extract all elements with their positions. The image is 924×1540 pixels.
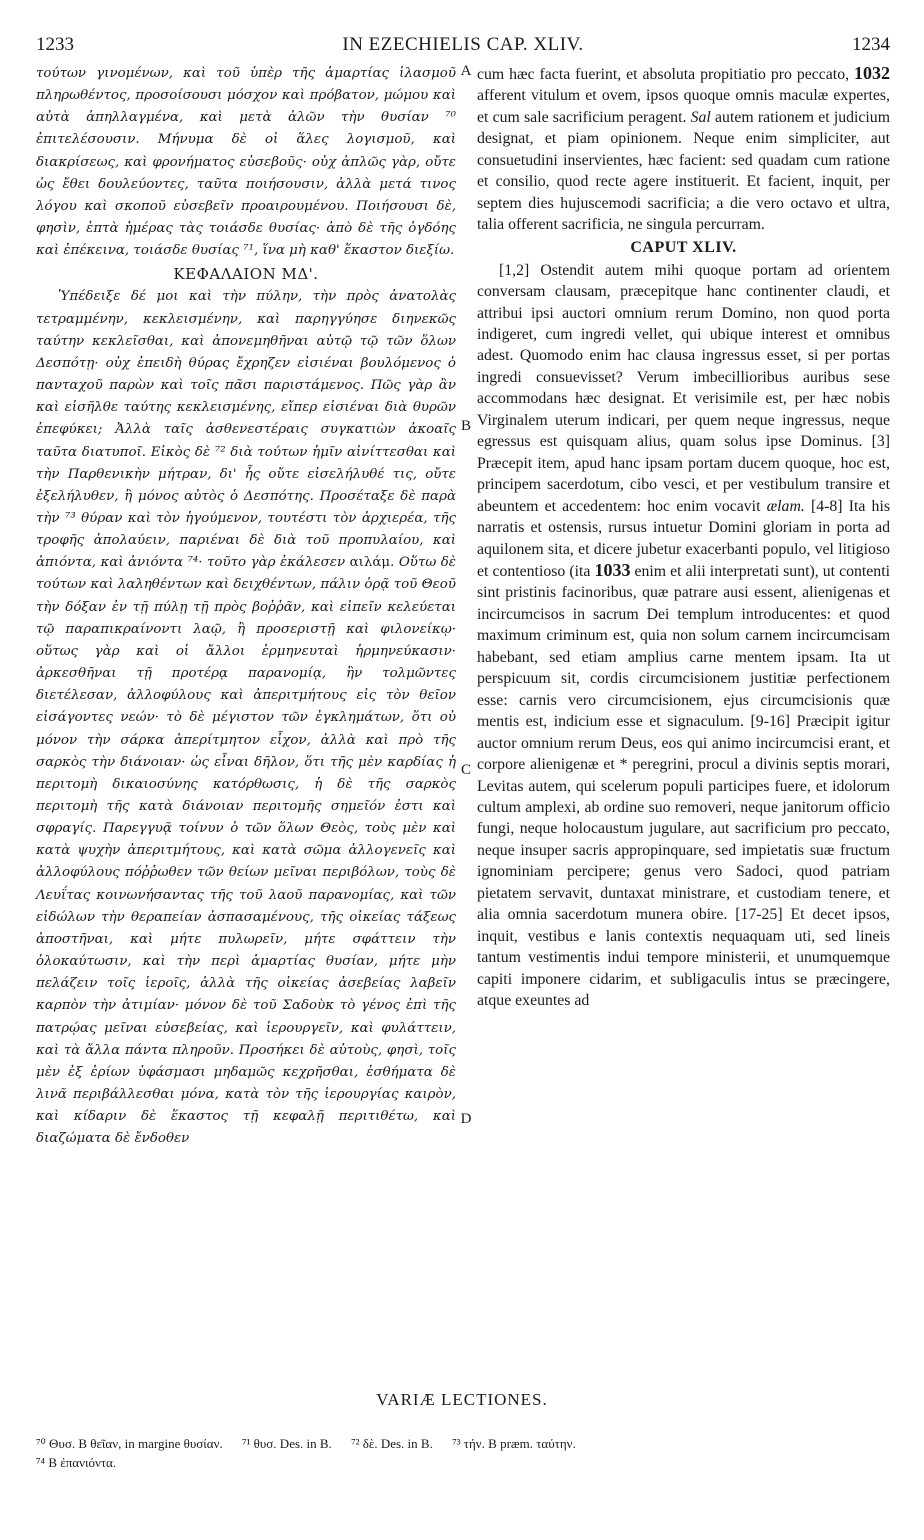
variant-readings xyxy=(36,1434,890,1472)
latin-paragraph-2-part-c: enim et alii interpretati sunt), ut contenti sint pristinis facinoribus, quæ patrare ausi essent, alienigenas et incircumcisos in sacrum Dei templum introducentes: et quod maximum criminum est, quia non solum carnem incircumcisam habebant, sed etiam amplius carne mentem ipsam. Ita ut perspicuum sit, cordis circumcisionem justitiæ perfectionem esse: carnis vero circumcisionem, ejus circumcisionis quæ mentis est, indicium esse et signaculum. [9-16] Præcipit igitur auctor omnium rerum Deus, eos qui animo incircumcisi erant, et corpore alienigenæ et * peregrini, procul a divinis septis morari, Levitas autem, qui scelerum populi participes fuere, et idolorum cultum amplexi, ab ordine suo removeri, neque janitorum officio fungi, neque holocaustum jugulare, aut sacrificium pro peccato, neque insuper sacris appropinquare, sed impietatis suæ fructum ignominiam percipere; genus vero Sadoci, quod patriam pietatem servavit, duntaxat ministrare, et custodiam tenere, et alia omnia sacerdotum munera obire. [17-25] Et decet ipsos, inquit, vestibus e lanis contextis nequaquam uti, sed lineis tantum vestimentis indui tempore ministerii, et unumquemque capiti imponere cidarim, et subligaculis intus se præcingere, atque exeuntes ad xyxy=(477,562,890,1010)
column-number-1032: 1032 xyxy=(854,63,890,83)
running-title: IN EZECHIELIS CAP. XLIV. xyxy=(342,34,584,55)
greek-paragraph-2 xyxy=(36,286,456,1150)
variant-note: ⁷⁴ B ἐπανιόντα. xyxy=(36,1455,117,1470)
page-number-right: 1234 xyxy=(852,34,890,55)
latin-term-sal: Sal xyxy=(690,108,711,126)
variae-lectiones-heading: VARIÆ LECTIONES. xyxy=(376,1390,548,1409)
variant-note: ⁷¹ θυσ. Des. in B. xyxy=(241,1436,332,1451)
latin-paragraph-1-part-a: cum hæc facta fuerint, et absoluta propitiatio pro peccato, xyxy=(477,66,854,83)
latin-paragraph-1-part-c: autem rationem et judicium designat, et piam opinionem. Neque enim simpliciter, aut consuetudini inservientes, hæc facient: sed quadam cum ratione et consilio, quod recte agere instituerit. Et facient, inquit, per septem dies hujuscemodi sacrificia; a die vero octavo et ultra, talia offerent sacrificia, ne singula percurram. xyxy=(477,108,890,234)
latin-chapter-heading: CAPUT XLIV. xyxy=(630,238,737,256)
latin-paragraph-2-part-a: [1,2] Ostendit autem mihi quoque portam ad orientem conversam clausam, præcepitque hanc continenter claudi, et attribui ipsi auctori omnium rerum Domino, non quod porta indigeret, cum ingredi vellet, qui ubique interest et omnibus adest. Quomodo enim hac clausa ingressus esset, si per portas ingredi consuevisset? Verum imbecillioribus auribus sese accommodans hæc designat. Et verisimile est, per hæc nobis Virginalem uterum indicari, per quem neque ingressus, neque egressus est quisquam alius, quam solus ipse Dominus. [3] Præcepit item, apud hanc ipsam portam ducem quoque, hoc est, principem sacerdotum, cibo vesci, et per vestibulum transire et abeuntem et accedentem: hoc enim vocavit xyxy=(477,261,890,515)
greek-term-ailam: αιλάμ xyxy=(349,555,391,571)
latin-column xyxy=(477,63,890,1011)
margin-marker-c: C xyxy=(460,762,471,778)
latin-paragraph-2-part-b: [4-8] Ita his narratis et ostensis, rursus intuetur Domini gloriam in porta ad aquilonem sita, et dicere jubetur exacerbanti populo, vel litigioso et contentioso (ita xyxy=(477,497,890,580)
variant-note: ⁷⁰ Θυσ. B θεῖαν, in margine θυσίαν. xyxy=(36,1436,223,1451)
greek-paragraph-2-part-b: . Οὕτω δὲ τούτων καὶ λαληθέντων καὶ δειχθέντων, πάλιν ὁρᾷ τοῦ Θεοῦ τὴν δόξαν ἐν τῇ πύλῃ τῇ πρὸς βοῤῥᾶν, καὶ εἰπεῖν κελεύεται τῷ παραπικραίνοντι λαῷ, ἢ προσεριστῇ καὶ φιλονείκῳ· οὕτως γὰρ καὶ οἱ ἄλλοι ἑρμηνευταὶ ἡρμηνεύκασιν· ἀρκεσθῆναι τῇ προτέρᾳ παρανομίᾳ, ἣν τολμῶντες διετέλεσαν, ἀλλοφύλους καὶ ἀπεριτμήτους εἰς τὸν θεῖον εἰσάγοντες νεών· τὸ δὲ μέγιστον τῶν ἐγκλημάτων, ὅτι οὐ μόνον τὴν σάρκα ἀπερίτμητον εἶχον, ἀλλὰ καὶ πρὸ τῆς σαρκὸς τὴν διάνοιαν· ὡς εἶναι δῆλον, ὅτι τῆς μὲν καρδίας ἡ περιτομὴ δικαιοσύνης κατόρθωσις, ἡ δὲ τῆς σαρκὸς περιτομὴ τῆς κατὰ διάνοιαν περιτομῆς σημεῖόν ἐστι καὶ σφραγίς. Παρεγγυᾷ τοίνυν ὁ τῶν ὅλων Θεὸς, τοὺς μὲν καὶ κατὰ ψυχὴν ἀπεριτμήτους, καὶ κατὰ σῶμα ἀλλογενεῖς καὶ ἀλλοφύλους πόῤῥωθεν τῶν θείων μεῖναι περιβόλων, τοὺς δὲ Λευΐτας κοινωνήσαντας τῆς τοῦ λαοῦ παρανομίας, καὶ τῶν εἰδώλων τὴν θεραπείαν ἀσπασαμένους, τῆς οἰκείας τάξεως ἀποστῆναι, καὶ μήτε πυλωρεῖν, μήτε σφάττειν τὴν ὁλοκαύτωσιν, καὶ τὴν περὶ ἁμαρτίας θυσίαν, μήτε μὴν πελάζειν τοῖς ἱεροῖς, ἀλλὰ τῆς οἰκείας ἀσεβείας λαβεῖν καρπὸν τὴν ἀτιμίαν· μόνον δὲ τοῦ Σαδοὺκ τὸ γένος ἐπὶ τῆς πατρῴας μεῖναι εὐσεβείας, καὶ ἱερουργεῖν, καὶ φυλάττειν, καὶ τὰ ἄλλα πάντα πληροῦν. Προσήκει δὲ αὐτοὺς, φησὶ, τοῖς μὲν ἐξ ἐρίων ὑφάσμασι μηδαμῶς κεχρῆσθαι, ἐσθήματα δὲ λινᾶ περιβάλλεσθαι μόνα, κατὰ τὸν τῆς ἱερουργίας καιρὸν, καὶ κίδαριν δὲ ἕκαστος τῇ κεφαλῇ περιτιθέτω, καὶ διαζώματα δὲ ἔνδοθεν xyxy=(36,555,456,1147)
variant-note: ⁷³ τήν. B præm. ταύτην. xyxy=(452,1436,576,1451)
greek-paragraph-1: τούτων γινομένων, καὶ τοῦ ὑπὲρ τῆς ἁμαρτίας ἱλασμοῦ πληρωθέντος, προσοίσουσι μόσχον καὶ πρόβατον, μώμου καὶ αὐτὰ ἀπηλλαγμένα, καὶ μετὰ ἁλῶν τὴν θυσίαν ⁷⁰ ἐπιτελέσουσιν. Μήνυμα δὲ οἱ ἅλες λογισμοῦ, καὶ διακρίσεως, καὶ φρονήματος εὐσεβοῦς· οὐχ ἁπλῶς γὰρ, οὔτε ὡς ἔθει δουλεύοντες, ταῦτα ποιήσουσιν, ἀλλὰ μετά τινος λόγου καὶ σκοποῦ εὐσεβεῖν προαιρουμένου. Ποιήσουσι δὲ, φησὶν, ἑπτὰ ἡμέρας τὰς τοιάσδε θυσίας· ἀπὸ δὲ τῆς ὀγδόης καὶ ἐπέκεινα, τοιάσδε θυσίας ⁷¹, ἵνα μὴ καθ' ἕκαστον διεξίω. xyxy=(36,66,456,259)
greek-paragraph-2-part-a: Ὑπέδειξε δέ μοι καὶ τὴν πύλην, τὴν πρὸς ἀνατολὰς τετραμμένην, κεκλεισμένην, καὶ παρηγγύησε διηνεκῶς ταύτην κεκλεῖσθαι, καὶ ἀπονεμηθῆναι αὐτῷ τῷ τῶν ὅλων Δεσπότῃ· οὐχ ἐπειδὴ θύρας ἔχρηζεν εἰσιέναι βουλόμενος ὁ πανταχοῦ παρὼν καὶ τοῖς πᾶσι παριστάμενος. Πῶς γὰρ ἂν καὶ εἰσῆλθε ταύτης κεκλεισμένης, εἴπερ εἰσιέναι διὰ θυρῶν ἐπεφύκει; Ἀλλὰ ταῖς ἀσθενεστέραις συγκατιὼν ἀκοαῖς ταῦτα διατυποῖ. Εἰκὸς δὲ ⁷² διὰ τούτων ἡμῖν αἰνίττεσθαι καὶ τὴν Παρθενικὴν μήτραν, δι' ἧς οὔτε εἰσελήλυθέ τις, οὔτε ἐξελήλυθεν, ἢ μόνος αὐτὸς ὁ Δεσπότης. Προσέταξε δὲ παρὰ τὴν ⁷³ θύραν καὶ τὸν ἡγούμενον, τουτέστι τὸν ἀρχιερέα, τῆς τροφῆς ἀπολαύειν, παριέναι δὲ διὰ τοῦ προπυλαίου, καὶ ἀπιόντα, καὶ ἀνιόντα ⁷⁴· τοῦτο γὰρ ἐκάλεσεν xyxy=(36,289,456,571)
page-number-left: 1233 xyxy=(36,34,74,55)
page-header xyxy=(36,34,890,60)
greek-chapter-heading: ΚΕΦΑΛΑΙΟΝ ΜΔ'. xyxy=(173,265,319,284)
greek-column xyxy=(36,63,456,1151)
latin-paragraph-1-part-b: afferent vitulum et ovem, ipsos quoque omnis maculæ expertes, et cum sale sacrificium peragent. xyxy=(477,87,890,126)
margin-marker-d: D xyxy=(460,1111,472,1127)
latin-paragraph-2 xyxy=(477,260,890,1012)
variant-note: ⁷² δὲ. Des. in B. xyxy=(351,1436,433,1451)
column-number-1033: 1033 xyxy=(594,559,631,580)
margin-marker-b: B xyxy=(460,418,471,434)
margin-marker-a: A xyxy=(460,63,472,79)
latin-term-aelam: ælam. xyxy=(766,497,805,515)
latin-paragraph-1 xyxy=(477,63,890,236)
